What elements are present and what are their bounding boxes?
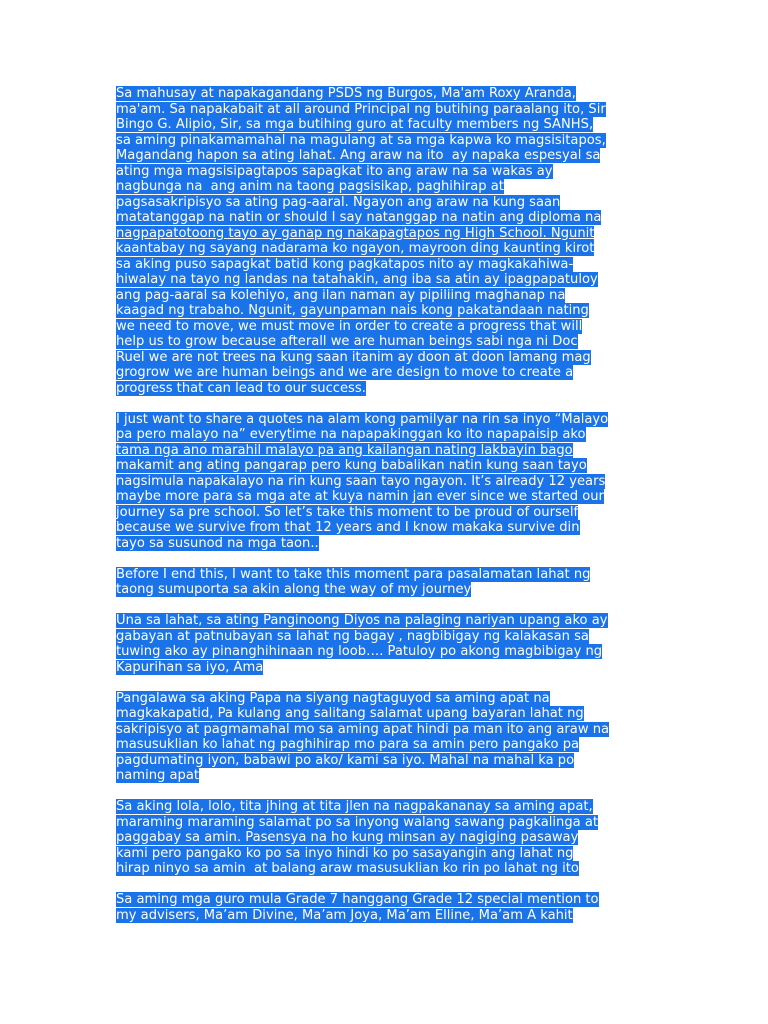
text-line xyxy=(116,768,656,784)
selected-text[interactable]: because we survive from that 12 years and I know makaka survive din xyxy=(116,520,580,535)
text-line xyxy=(116,474,656,490)
text-line xyxy=(116,520,656,536)
selected-text[interactable]: magkakapatid, Pa kulang ang salitang salamat upang bayaran lahat ng xyxy=(116,706,584,721)
text-line xyxy=(116,133,656,149)
paragraph-thanks-family xyxy=(116,799,656,877)
text-line xyxy=(116,334,656,350)
text-line xyxy=(116,102,656,118)
selected-text[interactable]: ang pag-aaral sa kolehiyo, ang ilan naman ay pipiliing maghanap na xyxy=(116,287,566,303)
selected-text[interactable]: Magandang hapon sa ating lahat. Ang araw na ito ay napaka espesyal sa xyxy=(116,148,601,163)
selected-text[interactable]: Bingo G. Alipio, Sir, sa mga butihing guro at faculty members ng SANHS, xyxy=(116,117,594,132)
text-line xyxy=(116,179,656,195)
selected-text[interactable]: nagbunga na ang anim na taong pagsisikap, paghihirap at xyxy=(116,179,504,194)
document-body xyxy=(116,86,656,939)
text-line xyxy=(116,582,656,598)
text-line xyxy=(116,644,656,660)
selected-text[interactable]: Ruel we are not trees na kung saan itanim ay doon at doon lamang mag xyxy=(116,349,591,365)
selected-text[interactable]: I just want to share a quotes na alam kong pamilyar na rin sa inyo “Malayo xyxy=(116,411,609,427)
selected-text[interactable]: Before I end this, I want to take this moment para pasalamatan lahat ng xyxy=(116,566,591,582)
selected-text[interactable]: Kapurihan sa iyo, Ama xyxy=(116,659,264,675)
paragraph-greeting xyxy=(116,86,656,396)
paragraph-quote xyxy=(116,412,656,552)
paragraph-thanks-god xyxy=(116,613,656,675)
selected-text[interactable]: progress that can lead to our success. xyxy=(116,380,366,396)
selected-text[interactable]: maraming maraming salamat po sa inyong walang sawang pagkalinga at xyxy=(116,814,599,830)
selected-text[interactable]: matatanggap na natin or should I say natanggap na natin ang diploma na xyxy=(116,210,602,225)
text-line xyxy=(116,226,656,242)
text-line xyxy=(116,427,656,443)
selected-text[interactable]: my advisers, Ma’am Divine, Ma’am Joya, Ma’am Elline, Ma’am A kahit xyxy=(116,907,573,923)
text-line xyxy=(116,691,656,707)
text-line xyxy=(116,148,656,164)
selected-text[interactable]: ating mga magsisipagtapos sapagkat ito ang araw na sa wakas ay xyxy=(116,163,553,179)
selected-text[interactable]: makamit ang ating pangarap pero kung babalikan natin kung saan tayo xyxy=(116,458,587,473)
text-line xyxy=(116,257,656,273)
selected-text[interactable]: paggabay sa amin. Pasensya na ho kung minsan ay nagiging pasaway xyxy=(116,830,579,845)
selected-text[interactable]: sa aking puso sapagkat batid kong pagkatapos nito ay magkakahiwa- xyxy=(116,256,574,272)
selected-text[interactable]: Sa aming mga guro mula Grade 7 hanggang Grade 12 special mention to xyxy=(116,892,599,907)
text-line xyxy=(116,861,656,877)
text-line xyxy=(116,443,656,459)
text-line xyxy=(116,288,656,304)
selected-text[interactable]: grogrow we are human beings and we are design to move to create a xyxy=(116,365,574,380)
text-line xyxy=(116,319,656,335)
selected-text[interactable]: tama nga ano marahil malayo pa ang kailangan nating lakbayin bago xyxy=(116,442,573,458)
selected-text[interactable]: hirap ninyo sa amin at balang araw masusuklian ko rin po lahat ng ito xyxy=(116,861,579,876)
selected-text[interactable]: journey sa pre school. So let’s take this moment to be proud of ourself xyxy=(116,504,579,520)
text-line xyxy=(116,536,656,552)
selected-text[interactable]: hiwalay na tayo ng landas na tatahakin, ang iba sa atin ay ipagpapatuloy xyxy=(116,272,598,287)
text-line xyxy=(116,567,656,583)
text-line xyxy=(116,412,656,428)
text-line xyxy=(116,272,656,288)
selected-text[interactable]: sakripisyo at pagmamahal mo sa aming apat hindi pa man ito ang araw na xyxy=(116,721,610,737)
text-line xyxy=(116,505,656,521)
selected-text[interactable]: gabayan at patnubayan sa lahat ng bagay , nagbibigay ng kalakasan sa xyxy=(116,628,589,644)
text-line xyxy=(116,489,656,505)
selected-text[interactable]: tuwing ako ay pinanghihinaan ng loob…. Patuloy po akong magbibigay ng xyxy=(116,644,603,659)
selected-text[interactable]: nagpapatotoong tayo ay ganap ng nakapagtapos ng High School. Ngunit xyxy=(116,225,595,241)
text-line xyxy=(116,381,656,397)
selected-text[interactable]: pagsasakripisyo sa ating pag-aaral. Ngayon ang araw na kung saan xyxy=(116,194,561,210)
selected-text[interactable]: kami pero pangako ko po sa inyo hindi ko po sasayangin ang lahat ng xyxy=(116,845,574,861)
text-line xyxy=(116,195,656,211)
text-line xyxy=(116,722,656,738)
paragraph-thanks-papa xyxy=(116,691,656,784)
text-line xyxy=(116,86,656,102)
text-line xyxy=(116,241,656,257)
text-line xyxy=(116,629,656,645)
text-line xyxy=(116,815,656,831)
text-line xyxy=(116,458,656,474)
text-line xyxy=(116,830,656,846)
selected-text[interactable]: Sa mahusay at napakagandang PSDS ng Burgos, Ma'am Roxy Aranda, xyxy=(116,86,576,101)
selected-text[interactable]: Una sa lahat, sa ating Panginoong Diyos na palaging nariyan upang ako ay xyxy=(116,613,608,628)
text-line xyxy=(116,892,656,908)
text-line xyxy=(116,799,656,815)
selected-text[interactable]: Pangalawa sa aking Papa na siyang nagtaguyod sa aming apat na xyxy=(116,690,550,706)
selected-text[interactable]: pagdumating iyon, babawi po ako/ kami sa iyo. Mahal na mahal ka po xyxy=(116,752,575,768)
selected-text[interactable]: taong sumuporta sa akin along the way of my journey xyxy=(116,582,472,597)
selected-text[interactable]: ma'am. Sa napakabait at all around Principal ng butihing paraalang ito, Sir xyxy=(116,101,606,117)
text-line xyxy=(116,164,656,180)
text-line xyxy=(116,753,656,769)
selected-text[interactable]: nagsimula napakalayo na rin kung saan tayo ngayon. It’s already 12 years xyxy=(116,473,606,489)
selected-text[interactable]: we need to move, we must move in order to create a progress that will xyxy=(116,318,583,334)
paragraph-thanks-teachers xyxy=(116,892,656,923)
selected-text[interactable]: pa pero malayo na” everytime na napapakinggan ko ito napapaisip ako xyxy=(116,427,586,442)
selected-text[interactable]: naming apat xyxy=(116,768,199,783)
text-line xyxy=(116,660,656,676)
text-line xyxy=(116,706,656,722)
text-line xyxy=(116,846,656,862)
selected-text[interactable]: masusuklian ko lahat ng paghihirap mo para sa amin pero pangako pa xyxy=(116,737,580,752)
text-line xyxy=(116,737,656,753)
selected-text[interactable]: tayo sa susunod na mga taon.. xyxy=(116,535,319,551)
selected-text[interactable]: kaagad ng trabaho. Ngunit, gayunpaman nais kong pakatandaan nating xyxy=(116,303,589,318)
text-line xyxy=(116,210,656,226)
text-line xyxy=(116,365,656,381)
text-line xyxy=(116,908,656,924)
selected-text[interactable]: sa aming pinakamamahal na magulang at sa mga kapwa ko magsisitapos, xyxy=(116,132,606,148)
text-line xyxy=(116,117,656,133)
selected-text[interactable]: help us to grow because afterall we are human beings sabi nga ni Doc xyxy=(116,334,578,349)
text-line xyxy=(116,613,656,629)
paragraph-closing-intro xyxy=(116,567,656,598)
text-line xyxy=(116,303,656,319)
text-line xyxy=(116,350,656,366)
selected-text[interactable]: maybe more para sa mga ate at kuya namin jan ever since we started our xyxy=(116,489,604,504)
selected-text[interactable]: kaantabay ng sayang nadarama ko ngayon, mayroon ding kaunting kirot xyxy=(116,241,595,256)
selected-text[interactable]: Sa aking lola, lolo, tita jhing at tita jlen na nagpakananay sa aming apat, xyxy=(116,799,593,814)
